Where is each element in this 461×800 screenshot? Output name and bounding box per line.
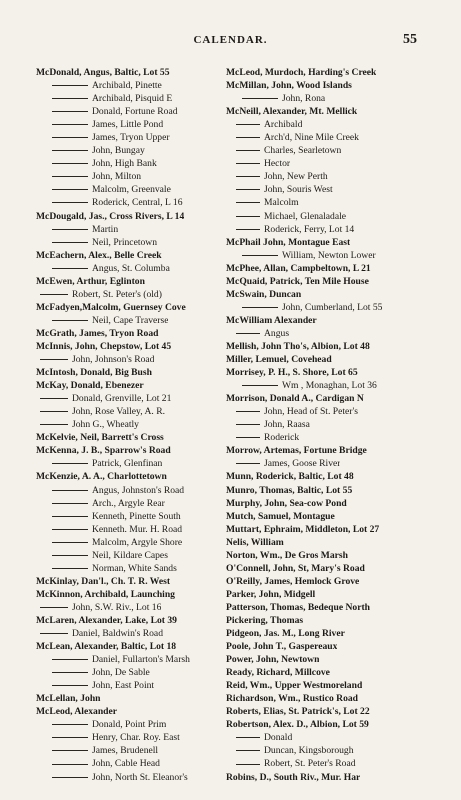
entry-text: Donald, Fortune Road [92, 106, 178, 118]
entry-text: John, Raasa [264, 419, 310, 431]
directory-entry [36, 353, 226, 366]
ditto-dash [40, 398, 68, 399]
directory-entry [226, 379, 426, 392]
directory-entry [226, 405, 426, 418]
entry-text: Malcolm, Greenvale [92, 184, 171, 196]
ditto-dash [52, 659, 88, 660]
ditto-dash [40, 411, 68, 412]
ditto-dash [52, 750, 88, 751]
directory-entry [226, 692, 426, 705]
entry-text: Poole, John T., Gaspereaux [226, 641, 338, 653]
ditto-dash [52, 98, 88, 99]
directory-entry [226, 431, 426, 444]
directory-entry [36, 588, 226, 601]
entry-text: Norman, White Sands [92, 562, 177, 574]
directory-entry [36, 431, 226, 444]
entry-text: John, Milton [92, 171, 142, 183]
ditto-dash [236, 424, 260, 425]
entry-text: Michael, Glenaladale [264, 210, 347, 222]
ditto-dash [52, 189, 88, 190]
entry-text: Ready, Richard, Millcove [226, 667, 330, 679]
entry-text: McDougald, Jas., Cross Rivers, L 14 [36, 210, 185, 222]
entry-text: Donald, Point Prim [92, 719, 167, 731]
ditto-dash [236, 189, 260, 190]
entry-text: Muttart, Ephraim, Middleton, Lot 27 [226, 523, 380, 535]
directory-entry [36, 340, 226, 353]
entry-text: James, Tryon Upper [92, 132, 170, 144]
directory-entry [226, 66, 426, 79]
ditto-dash [52, 724, 88, 725]
entry-text: Pickering, Thomas [226, 614, 304, 626]
entry-text: Reid, Wm., Upper Westmoreland [226, 680, 363, 692]
entry-text: McFadyen,Malcolm, Guernsey Cove [36, 301, 186, 313]
directory-entry [226, 601, 426, 614]
right-column [226, 66, 426, 784]
entry-text: Munro, Thomas, Baltic, Lot 55 [226, 484, 353, 496]
entry-text: Daniel, Baldwin's Road [72, 628, 163, 640]
entry-text: Duncan, Kingsborough [264, 745, 354, 757]
ditto-dash [52, 202, 88, 203]
directory-entry [226, 718, 426, 731]
entry-text: Norton, Wm., De Gros Marsh [226, 549, 348, 561]
ditto-dash [52, 490, 88, 491]
entry-text: John, Johnson's Road [72, 354, 155, 366]
entry-text: Angus [264, 327, 290, 339]
entry-text: McLeod, Murdoch, Harding's Creek [226, 67, 377, 78]
directory-entry [36, 92, 226, 105]
entry-text: Neil, Cape Traverse [92, 314, 169, 326]
directory-entry [226, 105, 426, 118]
directory-entry [226, 497, 426, 510]
entry-text: McLean, Alexander, Baltic, Lot 18 [36, 641, 177, 653]
entry-text: Donald [264, 732, 293, 744]
ditto-dash [242, 385, 278, 386]
directory-entry [36, 484, 226, 497]
ditto-dash [242, 307, 278, 308]
directory-entry [226, 679, 426, 692]
entry-text: Nelis, William [226, 536, 284, 548]
directory-entry [36, 118, 226, 131]
entry-text: McDonald, Angus, Baltic, Lot 55 [36, 67, 170, 78]
entry-text: Murphy, John, Sea-cow Pond [226, 497, 347, 509]
directory-entry [36, 314, 226, 327]
directory-entry [226, 249, 426, 262]
directory-entry [226, 353, 426, 366]
directory-entry [226, 457, 426, 470]
entry-text: Hector [264, 158, 291, 170]
ditto-dash [236, 216, 260, 217]
directory-entry [36, 288, 226, 301]
directory-entry [36, 105, 226, 118]
directory-entry [36, 666, 226, 679]
entry-text: William, Newton Lower [282, 249, 376, 261]
ditto-dash [52, 163, 88, 164]
entry-text: McKay, Donald, Ebenezer [36, 380, 144, 392]
ditto-dash [52, 137, 88, 138]
ditto-dash [236, 150, 260, 151]
directory-entry [36, 223, 226, 236]
directory-entry [36, 470, 226, 483]
ditto-dash [52, 764, 88, 765]
ditto-dash [40, 424, 68, 425]
entry-text: McLellan, John [36, 693, 101, 705]
directory-entry [226, 523, 426, 536]
entry-text: Parker, John, Midgell [226, 588, 316, 600]
page-title: CALENDAR. [193, 34, 268, 46]
directory-entry [36, 523, 226, 536]
entry-text: Wm , Monaghan, Lot 36 [282, 380, 377, 392]
directory-entry [36, 575, 226, 588]
directory-entry [226, 196, 426, 209]
directory-entry [36, 170, 226, 183]
directory-entry [226, 340, 426, 353]
entry-text: John, East Point [92, 680, 155, 692]
directory-entry [36, 744, 226, 757]
entry-text: McKelvie, Neil, Barrett's Cross [36, 432, 164, 444]
ditto-dash [52, 685, 88, 686]
entry-text: Robins, D., South Riv., Mur. Har [226, 771, 361, 783]
ditto-dash [242, 255, 278, 256]
directory-entry [226, 484, 426, 497]
entry-text: McLeod, Alexander [36, 706, 118, 718]
directory-entry [226, 118, 426, 131]
directory-entry [36, 692, 226, 705]
directory-entry [226, 757, 426, 770]
directory-entry [36, 275, 226, 288]
entry-text: McKinnon, Archibald, Launching [36, 588, 175, 600]
ditto-dash [52, 737, 88, 738]
directory-entry [36, 301, 226, 314]
ditto-dash [52, 176, 88, 177]
entry-text: McQuaid, Patrick, Ten Mile House [226, 275, 369, 287]
ditto-dash [52, 672, 88, 673]
entry-text: John, De Sable [92, 667, 150, 679]
directory-entry [226, 640, 426, 653]
directory-entry [36, 705, 226, 718]
entry-text: Robert, St. Peter's (old) [72, 288, 162, 300]
ditto-dash [52, 516, 88, 517]
entry-text: John, Head of St. Peter's [264, 406, 358, 418]
directory-entry [36, 601, 226, 614]
entry-text: Malcolm, Argyle Shore [92, 536, 183, 548]
directory-entry [36, 731, 226, 744]
directory-entry [226, 744, 426, 757]
directory-entry [36, 183, 226, 196]
directory-entry [226, 627, 426, 640]
directory-entry [36, 210, 226, 223]
directory-entry [226, 314, 426, 327]
ditto-dash [236, 229, 260, 230]
entry-text: John, High Bank [92, 158, 157, 170]
ditto-dash [236, 176, 260, 177]
directory-entry [226, 588, 426, 601]
entry-text: Richardson, Wm., Rustico Road [226, 693, 359, 705]
ditto-dash [52, 111, 88, 112]
entry-text: Angus, St. Columba [92, 262, 170, 274]
entry-text: James, Brudenell [92, 745, 159, 757]
directory-entry [36, 196, 226, 209]
ditto-dash [40, 294, 68, 295]
directory-entry [36, 640, 226, 653]
directory-entry [36, 718, 226, 731]
ditto-dash [236, 463, 260, 464]
entry-text: McLaren, Alexander, Lake, Lot 39 [36, 614, 177, 626]
directory-entry [226, 444, 426, 457]
entry-text: Neil, Kildare Capes [92, 549, 168, 561]
directory-entry [226, 92, 426, 105]
directory-entry [226, 144, 426, 157]
directory-entry [226, 262, 426, 275]
entry-text: John, Cable Head [92, 758, 160, 770]
ditto-dash [52, 229, 88, 230]
directory-entry [226, 470, 426, 483]
entry-text: McNeill, Alexander, Mt. Mellick [226, 106, 358, 118]
directory-entry [226, 79, 426, 92]
directory-entry [226, 157, 426, 170]
directory-entry [226, 327, 426, 340]
directory-entry [226, 366, 426, 379]
entry-text: O'Reilly, James, Hemlock Grove [226, 575, 360, 587]
entry-text: Morrow, Artemas, Fortune Bridge [226, 445, 367, 457]
entry-text: Archibald [264, 119, 303, 131]
ditto-dash [52, 777, 88, 778]
entry-text: McKinlay, Dan'l., Ch. T. R. West [36, 575, 171, 587]
directory-entry [226, 301, 426, 314]
directory-entry [36, 457, 226, 470]
directory-entry [36, 757, 226, 770]
directory-entry [226, 170, 426, 183]
ditto-dash [52, 268, 88, 269]
ditto-dash [52, 542, 88, 543]
directory-entry [226, 510, 426, 523]
entry-text: O'Connell, John, St, Mary's Road [226, 562, 365, 574]
directory-entry [36, 144, 226, 157]
entry-text: McGrath, James, Tryon Road [36, 327, 159, 339]
directory-entry [36, 653, 226, 666]
directory-entry [226, 236, 426, 249]
directory-entry [226, 210, 426, 223]
ditto-dash [52, 150, 88, 151]
ditto-dash [52, 555, 88, 556]
directory-entry [36, 771, 226, 784]
ditto-dash [236, 137, 260, 138]
ditto-dash [236, 437, 260, 438]
ditto-dash [236, 764, 260, 765]
directory-entry [226, 705, 426, 718]
ditto-dash [236, 750, 260, 751]
directory-entry [226, 614, 426, 627]
entry-text: Kenneth, Pinette South [92, 510, 181, 522]
entry-text: McKenzie, A. A., Charlottetown [36, 471, 167, 483]
directory-entry [36, 262, 226, 275]
directory-entry [36, 627, 226, 640]
page-number: 55 [403, 32, 417, 47]
directory-entry [226, 666, 426, 679]
directory-entry [36, 249, 226, 262]
directory-entry [36, 66, 226, 79]
directory-entry [226, 183, 426, 196]
page-header [0, 34, 461, 50]
directory-entry [226, 562, 426, 575]
entry-text: John, Rose Valley, A. R. [72, 406, 166, 418]
entry-text: Roderick, Ferry, Lot 14 [264, 223, 355, 235]
entry-text: John, Bungay [92, 145, 145, 157]
entry-text: McEachern, Alex., Belle Creek [36, 249, 162, 261]
entry-text: John, Souris West [264, 184, 333, 196]
directory-entry [226, 731, 426, 744]
ditto-dash [236, 333, 260, 334]
directory-entry [226, 418, 426, 431]
directory-entry [226, 653, 426, 666]
directory-entry [36, 157, 226, 170]
ditto-dash [52, 529, 88, 530]
ditto-dash [52, 503, 88, 504]
entry-text: Malcolm [264, 197, 299, 209]
entry-text: Charles, Searletown [264, 145, 342, 157]
entry-text: McWilliam Alexander [226, 314, 317, 326]
entry-text: Patrick, Glenfinan [92, 458, 163, 470]
entry-text: Daniel, Fullarton's Marsh [92, 654, 190, 666]
ditto-dash [236, 202, 260, 203]
entry-text: Miller, Lemuel, Covehead [226, 354, 332, 366]
entry-text: Arch., Argyle Rear [92, 497, 165, 509]
entry-text: Donald, Grenville, Lot 21 [72, 393, 172, 405]
ditto-dash [242, 98, 278, 99]
directory-entry [36, 366, 226, 379]
ditto-dash [236, 411, 260, 412]
entry-text: John, Rona [282, 93, 326, 105]
directory-entry [36, 131, 226, 144]
entry-text: Neil, Princetown [92, 236, 158, 248]
entry-text: Munn, Roderick, Baltic, Lot 48 [226, 471, 354, 483]
directory-entry [36, 536, 226, 549]
ditto-dash [40, 607, 68, 608]
entry-text: Robertson, Alex. D., Albion, Lot 59 [226, 719, 369, 731]
entry-text: Mutch, Samuel, Montague [226, 510, 335, 522]
entry-text: Roberts, Elias, St. Patrick's, Lot 22 [226, 706, 370, 718]
directory-entry [36, 562, 226, 575]
directory-entry [36, 392, 226, 405]
entry-text: Archibald, Pisquid E [92, 93, 173, 105]
entry-text: Archibald, Pinette [92, 80, 162, 92]
directory-entry [36, 327, 226, 340]
directory-entry [36, 418, 226, 431]
directory-entry [36, 497, 226, 510]
entry-text: Arch'd, Nine Mile Creek [264, 132, 359, 144]
entry-text: Pidgeon, Jas. M., Long River [226, 628, 345, 640]
entry-text: Henry, Char. Roy. East [92, 732, 180, 744]
ditto-dash [52, 85, 88, 86]
ditto-dash [52, 242, 88, 243]
ditto-dash [236, 737, 260, 738]
entry-text: Martin [92, 223, 119, 235]
entry-text: Morrisey, P. H., S. Shore, Lot 65 [226, 367, 358, 379]
ditto-dash [52, 320, 88, 321]
directory-entry [226, 536, 426, 549]
entry-text: Kenneth. Mur. H. Road [92, 523, 183, 535]
directory-entry [36, 379, 226, 392]
directory-entry [36, 444, 226, 457]
entry-text: Robert, St. Peter's Road [264, 758, 356, 770]
entry-text: Morrison, Donald A., Cardigan N [226, 393, 364, 405]
entry-text: Angus, Johnston's Road [92, 484, 185, 496]
entry-text: McPhail John, Montague East [226, 236, 351, 248]
directory-entry [36, 236, 226, 249]
ditto-dash [40, 359, 68, 360]
entry-text: McIntosh, Donald, Big Bush [36, 367, 152, 379]
directory-entry [36, 405, 226, 418]
directory-entry [226, 288, 426, 301]
entry-text: McKenna, J. B., Sparrow's Road [36, 445, 171, 457]
directory-entry [36, 510, 226, 523]
entry-text: Roderick, Central, L 16 [92, 197, 183, 209]
directory-entry [226, 223, 426, 236]
entry-text: McPhee, Allan, Campbeltown, L 21 [226, 262, 371, 274]
ditto-dash [52, 124, 88, 125]
directory-entry [226, 771, 426, 784]
entry-text: John, S.W. Riv., Lot 16 [72, 601, 162, 613]
directory-entry [36, 614, 226, 627]
left-column [36, 66, 226, 784]
entry-text: Mellish, John Tho's, Albion, Lot 48 [226, 340, 370, 352]
entry-text: John G., Wheatly [72, 419, 139, 431]
ditto-dash [236, 163, 260, 164]
directory-entry [36, 549, 226, 562]
entry-text: McEwen, Arthur, Eglinton [36, 275, 145, 287]
entry-text: McMillan, John, Wood Islands [226, 80, 352, 92]
ditto-dash [236, 124, 260, 125]
entry-text: Roderick [264, 432, 300, 444]
entry-text: John, North St. Eleanor's [92, 771, 188, 783]
directory-entry [226, 549, 426, 562]
ditto-dash [52, 463, 88, 464]
entry-text: John, New Perth [264, 171, 328, 183]
entry-text: Patterson, Thomas, Bedeque North [226, 601, 370, 613]
entry-text: James, Little Pond [92, 119, 164, 131]
entry-text: Power, John, Newtown [226, 654, 320, 666]
ditto-dash [52, 568, 88, 569]
ditto-dash [40, 633, 68, 634]
entry-text: McSwain, Duncan [226, 288, 302, 300]
entry-text: James, Goose River [264, 458, 341, 470]
directory-entry [36, 679, 226, 692]
directory-entry [226, 131, 426, 144]
entry-text: McInnis, John, Chepstow, Lot 45 [36, 340, 172, 352]
directory-entry [36, 79, 226, 92]
directory-entry [226, 575, 426, 588]
entry-text: John, Cumberland, Lot 55 [282, 301, 383, 313]
directory-entry [226, 275, 426, 288]
directory-entry [226, 392, 426, 405]
